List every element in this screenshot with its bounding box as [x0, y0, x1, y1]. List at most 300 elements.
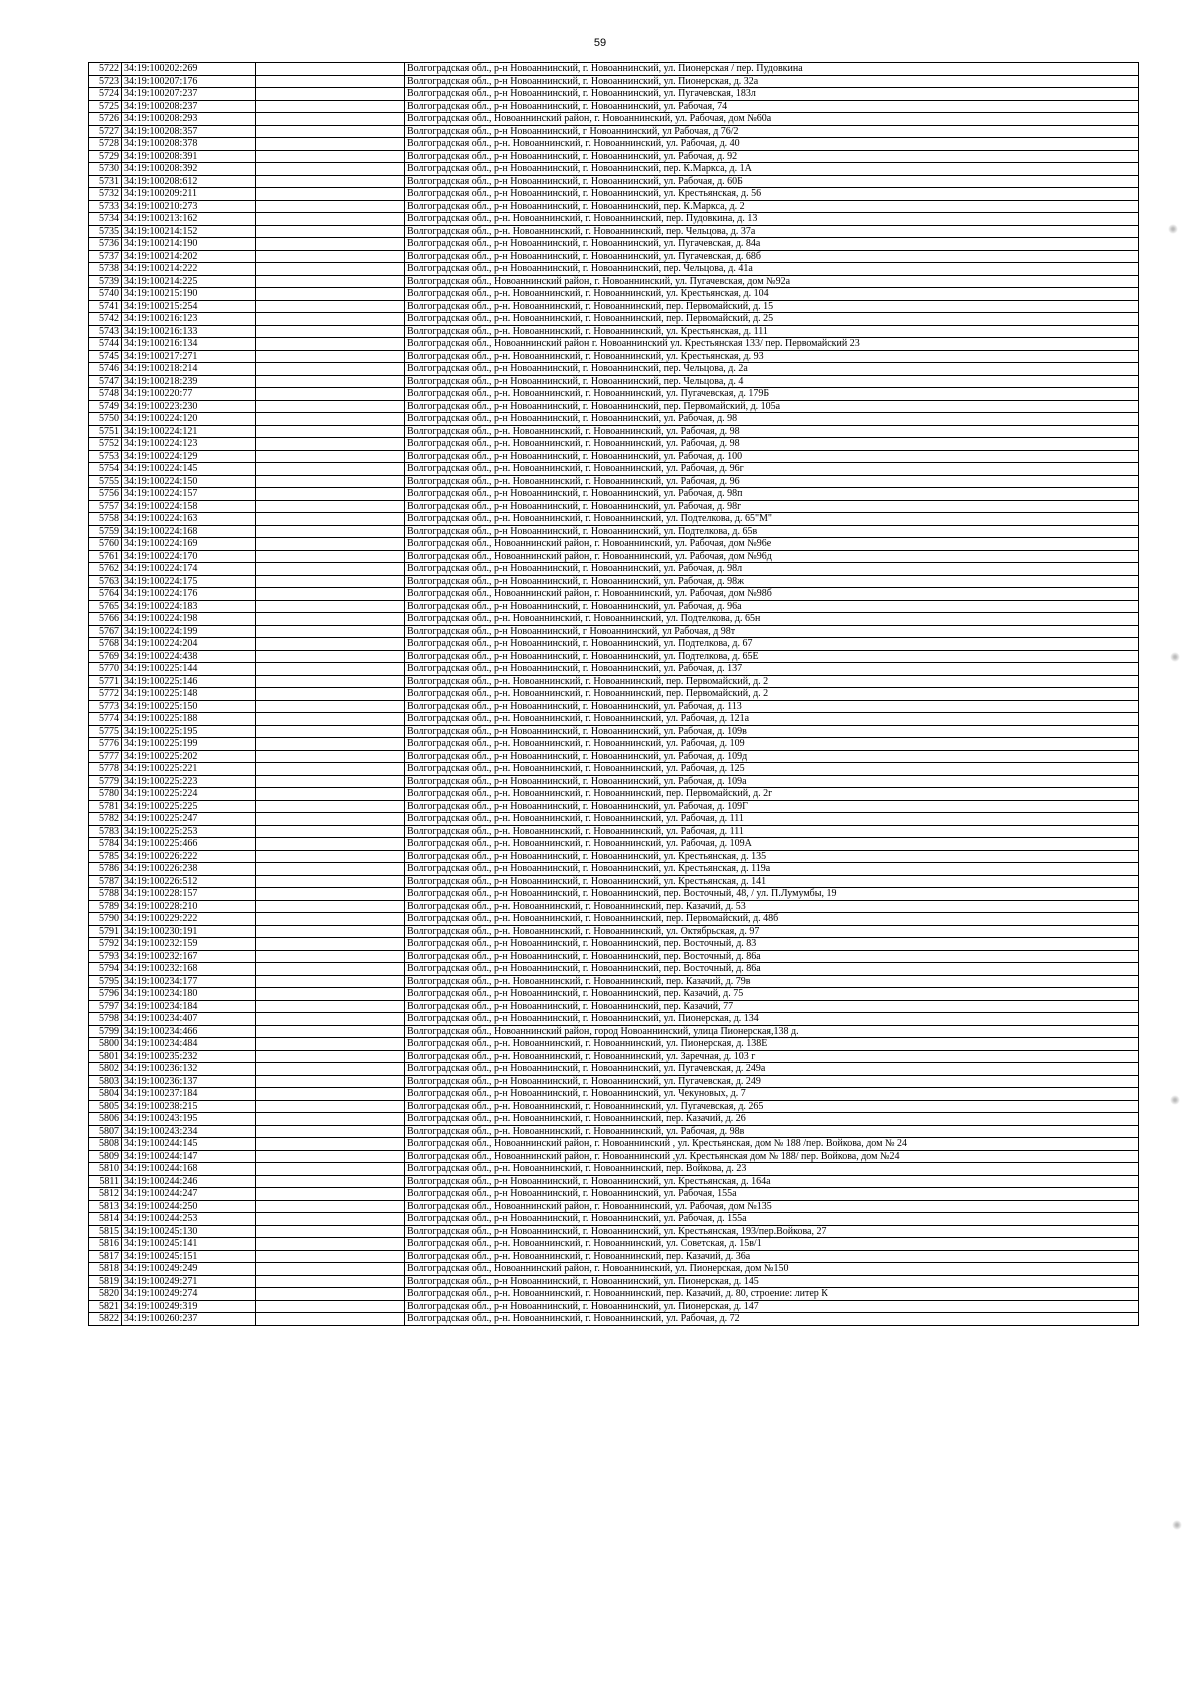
cadastral-number-cell: 34:19:100202:269 — [122, 63, 256, 76]
cadastral-number-cell: 34:19:100216:123 — [122, 313, 256, 326]
table-row — [89, 788, 1139, 801]
blank-cell — [256, 1288, 405, 1301]
cadastral-number-cell: 34:19:100214:190 — [122, 238, 256, 251]
address-cell: Волгоградская обл., Новоаннинский район, г. Новоаннинский, ул. Рабочая, дом №135 — [405, 1200, 1139, 1213]
table-row — [89, 238, 1139, 251]
row-number-cell: 5725 — [89, 100, 122, 113]
table-row — [89, 875, 1139, 888]
blank-cell — [256, 1100, 405, 1113]
row-number-cell: 5761 — [89, 550, 122, 563]
cadastral-number-cell: 34:19:100243:234 — [122, 1125, 256, 1138]
cadastral-number-cell: 34:19:100217:271 — [122, 350, 256, 363]
cadastral-number-cell: 34:19:100215:190 — [122, 288, 256, 301]
blank-cell — [256, 263, 405, 276]
blank-cell — [256, 1088, 405, 1101]
table-row — [89, 1163, 1139, 1176]
blank-cell — [256, 388, 405, 401]
row-number-cell: 5728 — [89, 138, 122, 151]
address-cell: Волгоградская обл., р-н Новоаннинский, г. Новоаннинский, пер. К.Маркса, д. 1А — [405, 163, 1139, 176]
address-cell: Волгоградская обл., Новоаннинский район, г. Новоаннинский, ул. Рабочая, дом №60а — [405, 113, 1139, 126]
blank-cell — [256, 338, 405, 351]
cadastral-number-cell: 34:19:100232:168 — [122, 963, 256, 976]
cadastral-number-cell: 34:19:100213:162 — [122, 213, 256, 226]
address-cell: Волгоградская обл., р-н. Новоаннинский, г. Новоаннинский, ул. Рабочая, д. 109 — [405, 738, 1139, 751]
cadastral-number-cell: 34:19:100207:237 — [122, 88, 256, 101]
blank-cell — [256, 88, 405, 101]
cadastral-number-cell: 34:19:100249:249 — [122, 1263, 256, 1276]
row-number-cell: 5822 — [89, 1313, 122, 1326]
blank-cell — [256, 613, 405, 626]
row-number-cell: 5734 — [89, 213, 122, 226]
address-cell: Волгоградская обл., р-н Новоаннинский, г. Новоаннинский, пер. Чельцова, д. 2а — [405, 363, 1139, 376]
row-number-cell: 5740 — [89, 288, 122, 301]
table-row — [89, 63, 1139, 76]
table-row — [89, 825, 1139, 838]
cadastral-number-cell: 34:19:100214:225 — [122, 275, 256, 288]
address-cell: Волгоградская обл., р-н Новоаннинский, г Новоаннинский, ул Рабочая, д 76/2 — [405, 125, 1139, 138]
blank-cell — [256, 788, 405, 801]
table-row — [89, 350, 1139, 363]
cadastral-number-cell: 34:19:100214:202 — [122, 250, 256, 263]
cadastral-number-cell: 34:19:100244:145 — [122, 1138, 256, 1151]
address-cell: Волгоградская обл., р-н Новоаннинский, г. Новоаннинский, ул. Пугачевская, д. 84а — [405, 238, 1139, 251]
cadastral-number-cell: 34:19:100224:150 — [122, 475, 256, 488]
table-row — [89, 213, 1139, 226]
cadastral-number-cell: 34:19:100235:232 — [122, 1050, 256, 1063]
table-row — [89, 1188, 1139, 1201]
registry-body — [89, 63, 1139, 1326]
cadastral-number-cell: 34:19:100214:152 — [122, 225, 256, 238]
address-cell: Волгоградская обл., р-н. Новоаннинский, г. Новоаннинский, пер. Казачий, д. 26 — [405, 1113, 1139, 1126]
table-row — [89, 1250, 1139, 1263]
blank-cell — [256, 1175, 405, 1188]
table-row — [89, 375, 1139, 388]
cadastral-number-cell: 34:19:100226:512 — [122, 875, 256, 888]
cadastral-number-cell: 34:19:100224:438 — [122, 650, 256, 663]
table-row — [89, 1300, 1139, 1313]
address-cell: Волгоградская обл., р-н. Новоаннинский, г. Новоаннинский, ул. Рабочая, д. 111 — [405, 813, 1139, 826]
table-row — [89, 1100, 1139, 1113]
blank-cell — [256, 175, 405, 188]
blank-cell — [256, 450, 405, 463]
blank-cell — [256, 650, 405, 663]
address-cell: Волгоградская обл., р-н. Новоаннинский, г. Новоаннинский, пер. Пудовкина, д. 13 — [405, 213, 1139, 226]
scan-speck — [1168, 224, 1178, 234]
row-number-cell: 5731 — [89, 175, 122, 188]
blank-cell — [256, 1275, 405, 1288]
cadastral-number-cell: 34:19:100208:392 — [122, 163, 256, 176]
table-row — [89, 600, 1139, 613]
row-number-cell: 5770 — [89, 663, 122, 676]
row-number-cell: 5784 — [89, 838, 122, 851]
blank-cell — [256, 688, 405, 701]
blank-cell — [256, 400, 405, 413]
scan-speck — [1172, 1520, 1182, 1530]
cadastral-number-cell: 34:19:100228:157 — [122, 888, 256, 901]
row-number-cell: 5794 — [89, 963, 122, 976]
table-row — [89, 1275, 1139, 1288]
row-number-cell: 5758 — [89, 513, 122, 526]
blank-cell — [256, 1113, 405, 1126]
address-cell: Волгоградская обл., р-н Новоаннинский, г. Новоаннинский, ул. Крестьянская, д. 164а — [405, 1175, 1139, 1188]
address-cell: Волгоградская обл., р-н Новоаннинский, г. Новоаннинский, пер. Чельцова, д. 41а — [405, 263, 1139, 276]
row-number-cell: 5790 — [89, 913, 122, 926]
cadastral-number-cell: 34:19:100208:612 — [122, 175, 256, 188]
table-row — [89, 675, 1139, 688]
table-row — [89, 450, 1139, 463]
address-cell: Волгоградская обл., р-н. Новоаннинский, г. Новоаннинский, пер. Казачий, д. 80, строение: литер К — [405, 1288, 1139, 1301]
table-row — [89, 388, 1139, 401]
address-cell: Волгоградская обл., Новоаннинский район, г. Новоаннинский, ул. Пионерская, дом №150 — [405, 1263, 1139, 1276]
blank-cell — [256, 238, 405, 251]
address-cell: Волгоградская обл., Новоаннинский район, город Новоаннинский, улица Пионерская,138 д. — [405, 1025, 1139, 1038]
cadastral-number-cell: 34:19:100229:222 — [122, 913, 256, 926]
address-cell: Волгоградская обл., Новоаннинский район, г. Новоаннинский, ул. Рабочая, дом №96е — [405, 538, 1139, 551]
cadastral-number-cell: 34:19:100224:157 — [122, 488, 256, 501]
blank-cell — [256, 750, 405, 763]
address-cell: Волгоградская обл., р-н. Новоаннинский, г. Новоаннинский, ул. Крестьянская, д. 93 — [405, 350, 1139, 363]
cadastral-number-cell: 34:19:100218:214 — [122, 363, 256, 376]
table-row — [89, 1038, 1139, 1051]
row-number-cell: 5779 — [89, 775, 122, 788]
table-row — [89, 963, 1139, 976]
cadastral-number-cell: 34:19:100245:151 — [122, 1250, 256, 1263]
scan-speck — [1170, 1095, 1180, 1105]
table-row — [89, 363, 1139, 376]
address-cell: Волгоградская обл., р-н Новоаннинский, г. Новоаннинский, ул. Пугачевская, д. 249а — [405, 1063, 1139, 1076]
address-cell: Волгоградская обл., Новоаннинский район, г. Новоаннинский , ул. Крестьянская, дом № 188 /пер. Войкова, дом № 24 — [405, 1138, 1139, 1151]
cadastral-number-cell: 34:19:100225:247 — [122, 813, 256, 826]
table-row — [89, 1238, 1139, 1251]
blank-cell — [256, 513, 405, 526]
table-row — [89, 725, 1139, 738]
page-number: 59 — [593, 37, 607, 49]
blank-cell — [256, 638, 405, 651]
row-number-cell: 5798 — [89, 1013, 122, 1026]
table-row — [89, 75, 1139, 88]
address-cell: Волгоградская обл., Новоаннинский район, г. Новоаннинский, ул. Рабочая, дом №96д — [405, 550, 1139, 563]
address-cell: Волгоградская обл., Новоаннинский район, г. Новоаннинский ,ул. Крестьянская дом № 188/ пер. Войкова, дом №24 — [405, 1150, 1139, 1163]
blank-cell — [256, 913, 405, 926]
table-row — [89, 1225, 1139, 1238]
address-cell: Волгоградская обл., р-н Новоаннинский, г. Новоаннинский, ул. Рабочая, д. 98г — [405, 500, 1139, 513]
cadastral-number-cell: 34:19:100224:120 — [122, 413, 256, 426]
cadastral-number-cell: 34:19:100244:247 — [122, 1188, 256, 1201]
row-number-cell: 5781 — [89, 800, 122, 813]
blank-cell — [256, 1213, 405, 1226]
blank-cell — [256, 413, 405, 426]
row-number-cell: 5787 — [89, 875, 122, 888]
cadastral-number-cell: 34:19:100208:391 — [122, 150, 256, 163]
table-row — [89, 688, 1139, 701]
address-cell: Волгоградская обл., р-н Новоаннинский, г. Новоаннинский, пер. Казачий, д. 75 — [405, 988, 1139, 1001]
blank-cell — [256, 325, 405, 338]
address-cell: Волгоградская обл., р-н. Новоаннинский, г. Новоаннинский, ул. Пионерская, д. 138Е — [405, 1038, 1139, 1051]
row-number-cell: 5821 — [89, 1300, 122, 1313]
address-cell: Волгоградская обл., р-н Новоаннинский, г. Новоаннинский, ул. Пионерская, д. 145 — [405, 1275, 1139, 1288]
cadastral-number-cell: 34:19:100234:466 — [122, 1025, 256, 1038]
table-row — [89, 975, 1139, 988]
cadastral-number-cell: 34:19:100249:319 — [122, 1300, 256, 1313]
row-number-cell: 5754 — [89, 463, 122, 476]
blank-cell — [256, 275, 405, 288]
address-cell: Волгоградская обл., р-н Новоаннинский, г. Новоаннинский, ул. Пионерская, д. 134 — [405, 1013, 1139, 1026]
blank-cell — [256, 125, 405, 138]
row-number-cell: 5745 — [89, 350, 122, 363]
cadastral-number-cell: 34:19:100244:147 — [122, 1150, 256, 1163]
registry-table — [88, 62, 1139, 1326]
cadastral-number-cell: 34:19:100224:199 — [122, 625, 256, 638]
address-cell: Волгоградская обл., р-н Новоаннинский, г. Новоаннинский, ул. Рабочая, д. 100 — [405, 450, 1139, 463]
row-number-cell: 5777 — [89, 750, 122, 763]
table-row — [89, 913, 1139, 926]
blank-cell — [256, 1125, 405, 1138]
row-number-cell: 5766 — [89, 613, 122, 626]
row-number-cell: 5771 — [89, 675, 122, 688]
blank-cell — [256, 188, 405, 201]
address-cell: Волгоградская обл., р-н Новоаннинский, г. Новоаннинский, пер. Восточный, д. 86а — [405, 963, 1139, 976]
row-number-cell: 5801 — [89, 1050, 122, 1063]
table-row — [89, 425, 1139, 438]
address-cell: Волгоградская обл., р-н Новоаннинский, г. Новоаннинский, ул. Пионерская / пер. Пудовкина — [405, 63, 1139, 76]
table-row — [89, 175, 1139, 188]
row-number-cell: 5757 — [89, 500, 122, 513]
blank-cell — [256, 1238, 405, 1251]
address-cell: Волгоградская обл., р-н. Новоаннинский, г. Новоаннинский, ул. Рабочая, д. 111 — [405, 825, 1139, 838]
cadastral-number-cell: 34:19:100236:132 — [122, 1063, 256, 1076]
cadastral-number-cell: 34:19:100232:167 — [122, 950, 256, 963]
address-cell: Волгоградская обл., р-н. Новоаннинский, г. Новоаннинский, пер. Первомайский, д. 2 — [405, 688, 1139, 701]
address-cell: Волгоградская обл., Новоаннинский район, г. Новоаннинский, ул. Пугачевская, дом №92а — [405, 275, 1139, 288]
cadastral-number-cell: 34:19:100224:183 — [122, 600, 256, 613]
scan-speck — [1170, 652, 1180, 662]
row-number-cell: 5773 — [89, 700, 122, 713]
table-row — [89, 938, 1139, 951]
table-row — [89, 225, 1139, 238]
row-number-cell: 5810 — [89, 1163, 122, 1176]
cadastral-number-cell: 34:19:100224:129 — [122, 450, 256, 463]
row-number-cell: 5733 — [89, 200, 122, 213]
table-row — [89, 713, 1139, 726]
row-number-cell: 5815 — [89, 1225, 122, 1238]
row-number-cell: 5805 — [89, 1100, 122, 1113]
blank-cell — [256, 488, 405, 501]
table-row — [89, 200, 1139, 213]
address-cell: Волгоградская обл., р-н. Новоаннинский, г. Новоаннинский, ул. Крестьянская, д. 111 — [405, 325, 1139, 338]
blank-cell — [256, 525, 405, 538]
blank-cell — [256, 250, 405, 263]
blank-cell — [256, 1263, 405, 1276]
table-row — [89, 1063, 1139, 1076]
blank-cell — [256, 375, 405, 388]
address-cell: Волгоградская обл., р-н Новоаннинский, г. Новоаннинский, ул. Пугачевская, д. 249 — [405, 1075, 1139, 1088]
row-number-cell: 5742 — [89, 313, 122, 326]
table-row — [89, 313, 1139, 326]
table-row — [89, 563, 1139, 576]
cadastral-number-cell: 34:19:100225:199 — [122, 738, 256, 751]
blank-cell — [256, 1250, 405, 1263]
address-cell: Волгоградская обл., р-н Новоаннинский, г. Новоаннинский, ул. Рабочая, д. 98 — [405, 413, 1139, 426]
table-row — [89, 413, 1139, 426]
address-cell: Волгоградская обл., р-н Новоаннинский, г. Новоаннинский, пер. Восточный, д. 86а — [405, 950, 1139, 963]
cadastral-number-cell: 34:19:100234:407 — [122, 1013, 256, 1026]
cadastral-number-cell: 34:19:100220:77 — [122, 388, 256, 401]
cadastral-number-cell: 34:19:100207:176 — [122, 75, 256, 88]
cadastral-number-cell: 34:19:100260:237 — [122, 1313, 256, 1326]
blank-cell — [256, 113, 405, 126]
table-row — [89, 863, 1139, 876]
address-cell: Волгоградская обл., р-н Новоаннинский, г Новоаннинский, ул Рабочая, д 98т — [405, 625, 1139, 638]
blank-cell — [256, 1013, 405, 1026]
table-row — [89, 588, 1139, 601]
blank-cell — [256, 563, 405, 576]
blank-cell — [256, 900, 405, 913]
table-row — [89, 1200, 1139, 1213]
address-cell: Волгоградская обл., р-н Новоаннинский, г. Новоаннинский, пер. К.Маркса, д. 2 — [405, 200, 1139, 213]
blank-cell — [256, 700, 405, 713]
row-number-cell: 5788 — [89, 888, 122, 901]
table-row — [89, 1075, 1139, 1088]
address-cell: Волгоградская обл., р-н Новоаннинский, г. Новоаннинский, ул. Пугачевская, 183л — [405, 88, 1139, 101]
table-row — [89, 1025, 1139, 1038]
blank-cell — [256, 75, 405, 88]
row-number-cell: 5724 — [89, 88, 122, 101]
blank-cell — [256, 1038, 405, 1051]
cadastral-number-cell: 34:19:100214:222 — [122, 263, 256, 276]
row-number-cell: 5727 — [89, 125, 122, 138]
row-number-cell: 5751 — [89, 425, 122, 438]
cadastral-number-cell: 34:19:100234:177 — [122, 975, 256, 988]
table-row — [89, 850, 1139, 863]
row-number-cell: 5806 — [89, 1113, 122, 1126]
table-row — [89, 125, 1139, 138]
row-number-cell: 5804 — [89, 1088, 122, 1101]
row-number-cell: 5808 — [89, 1138, 122, 1151]
cadastral-number-cell: 34:19:100208:293 — [122, 113, 256, 126]
row-number-cell: 5736 — [89, 238, 122, 251]
cadastral-number-cell: 34:19:100224:163 — [122, 513, 256, 526]
table-row — [89, 400, 1139, 413]
cadastral-number-cell: 34:19:100224:158 — [122, 500, 256, 513]
row-number-cell: 5735 — [89, 225, 122, 238]
row-number-cell: 5778 — [89, 763, 122, 776]
table-row — [89, 925, 1139, 938]
cadastral-number-cell: 34:19:100225:146 — [122, 675, 256, 688]
address-cell: Волгоградская обл., р-н. Новоаннинский, г. Новоаннинский, ул. Рабочая, д. 98 — [405, 425, 1139, 438]
cadastral-number-cell: 34:19:100225:223 — [122, 775, 256, 788]
row-number-cell: 5813 — [89, 1200, 122, 1213]
address-cell: Волгоградская обл., р-н. Новоаннинский, г. Новоаннинский, пер. Казачий, д. 36а — [405, 1250, 1139, 1263]
address-cell: Волгоградская обл., р-н. Новоаннинский, г. Новоаннинский, ул. Подтелкова, д. 65"М" — [405, 513, 1139, 526]
row-number-cell: 5820 — [89, 1288, 122, 1301]
table-row — [89, 500, 1139, 513]
row-number-cell: 5762 — [89, 563, 122, 576]
row-number-cell: 5747 — [89, 375, 122, 388]
blank-cell — [256, 975, 405, 988]
row-number-cell: 5793 — [89, 950, 122, 963]
blank-cell — [256, 763, 405, 776]
blank-cell — [256, 1188, 405, 1201]
blank-cell — [256, 438, 405, 451]
address-cell: Волгоградская обл., р-н Новоаннинский, г. Новоаннинский, ул. Подтелкова, д. 67 — [405, 638, 1139, 651]
table-row — [89, 163, 1139, 176]
table-row — [89, 738, 1139, 751]
cadastral-number-cell: 34:19:100208:378 — [122, 138, 256, 151]
address-cell: Волгоградская обл., р-н Новоаннинский, г. Новоаннинский, ул. Рабочая, д. 155а — [405, 1213, 1139, 1226]
row-number-cell: 5723 — [89, 75, 122, 88]
table-row — [89, 1125, 1139, 1138]
blank-cell — [256, 825, 405, 838]
address-cell: Волгоградская обл., р-н Новоаннинский, г. Новоаннинский, ул. Рабочая, 155а — [405, 1188, 1139, 1201]
table-row — [89, 338, 1139, 351]
row-number-cell: 5760 — [89, 538, 122, 551]
blank-cell — [256, 888, 405, 901]
row-number-cell: 5809 — [89, 1150, 122, 1163]
cadastral-number-cell: 34:19:100223:230 — [122, 400, 256, 413]
blank-cell — [256, 1063, 405, 1076]
table-row — [89, 113, 1139, 126]
table-row — [89, 1313, 1139, 1326]
table-row — [89, 613, 1139, 626]
blank-cell — [256, 213, 405, 226]
blank-cell — [256, 838, 405, 851]
blank-cell — [256, 813, 405, 826]
address-cell: Волгоградская обл., р-н. Новоаннинский, г. Новоаннинский, ул. Крестьянская, д. 104 — [405, 288, 1139, 301]
cadastral-number-cell: 34:19:100224:123 — [122, 438, 256, 451]
table-row — [89, 800, 1139, 813]
cadastral-number-cell: 34:19:100224:204 — [122, 638, 256, 651]
cadastral-number-cell: 34:19:100225:225 — [122, 800, 256, 813]
table-row — [89, 525, 1139, 538]
cadastral-number-cell: 34:19:100224:198 — [122, 613, 256, 626]
table-row — [89, 650, 1139, 663]
table-row — [89, 638, 1139, 651]
address-cell: Волгоградская обл., р-н Новоаннинский, г. Новоаннинский, ул. Пугачевская, д. 68б — [405, 250, 1139, 263]
table-row — [89, 813, 1139, 826]
blank-cell — [256, 200, 405, 213]
row-number-cell: 5818 — [89, 1263, 122, 1276]
row-number-cell: 5774 — [89, 713, 122, 726]
blank-cell — [256, 1313, 405, 1326]
blank-cell — [256, 775, 405, 788]
cadastral-number-cell: 34:19:100226:222 — [122, 850, 256, 863]
blank-cell — [256, 100, 405, 113]
address-cell: Волгоградская обл., р-н. Новоаннинский, г. Новоаннинский, пер. Первомайский, д. 15 — [405, 300, 1139, 313]
address-cell: Волгоградская обл., р-н Новоаннинский, г. Новоаннинский, ул. Рабочая, д. 137 — [405, 663, 1139, 676]
table-row — [89, 1150, 1139, 1163]
cadastral-number-cell: 34:19:100225:466 — [122, 838, 256, 851]
address-cell: Волгоградская обл., р-н Новоаннинский, г. Новоаннинский, ул. Рабочая, д. 109в — [405, 725, 1139, 738]
blank-cell — [256, 925, 405, 938]
row-number-cell: 5739 — [89, 275, 122, 288]
row-number-cell: 5796 — [89, 988, 122, 1001]
address-cell: Волгоградская обл., р-н. Новоаннинский, г. Новоаннинский, ул. Рабочая, д. 109А — [405, 838, 1139, 851]
cadastral-number-cell: 34:19:100244:250 — [122, 1200, 256, 1213]
address-cell: Волгоградская обл., р-н. Новоаннинский, г. Новоаннинский, ул. Рабочая, д. 125 — [405, 763, 1139, 776]
cadastral-number-cell: 34:19:100216:133 — [122, 325, 256, 338]
cadastral-number-cell: 34:19:100244:253 — [122, 1213, 256, 1226]
table-row — [89, 775, 1139, 788]
blank-cell — [256, 225, 405, 238]
blank-cell — [256, 963, 405, 976]
address-cell: Волгоградская обл., р-н Новоаннинский, г. Новоаннинский, ул. Рабочая, д. 92 — [405, 150, 1139, 163]
address-cell: Волгоградская обл., р-н Новоаннинский, г. Новоаннинский, ул. Подтелкова, д. 65в — [405, 525, 1139, 538]
table-row — [89, 988, 1139, 1001]
address-cell: Волгоградская обл., р-н. Новоаннинский, г. Новоаннинский, ул. Рабочая, д. 98в — [405, 1125, 1139, 1138]
address-cell: Волгоградская обл., р-н Новоаннинский, г. Новоаннинский, пер. Чельцова, д. 4 — [405, 375, 1139, 388]
blank-cell — [256, 988, 405, 1001]
row-number-cell: 5763 — [89, 575, 122, 588]
